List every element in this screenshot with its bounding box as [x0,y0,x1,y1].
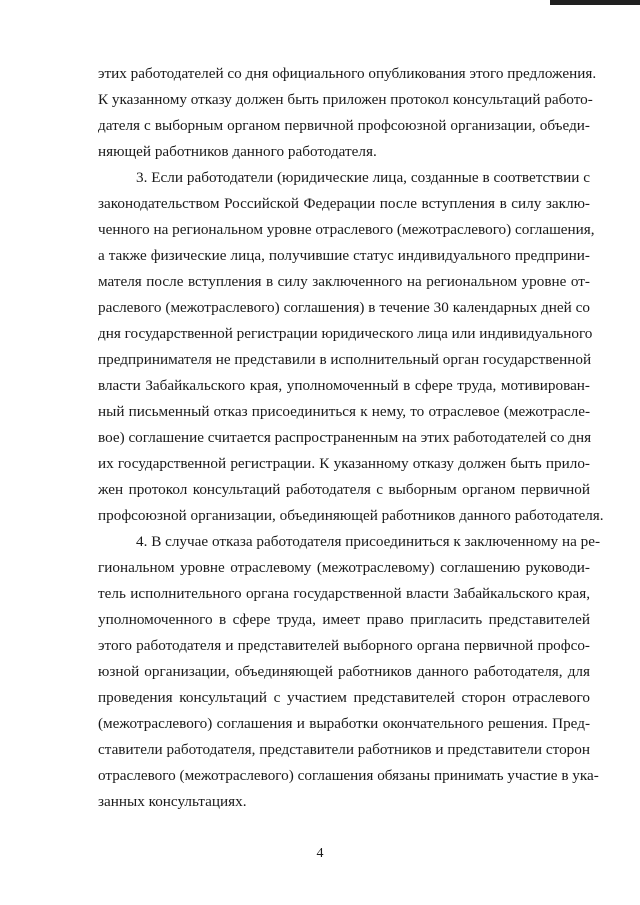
text-line: этих работодателей со дня официального опубликования этого предложения. [98,65,597,82]
text-line: проведения консультаций с участием представителей сторон отраслевого [98,689,590,706]
text-line: уполномоченного в сфере труда, имеет право пригласить представителей [98,611,590,628]
text-line: ченного на региональном уровне отраслевого (межотраслевого) соглашения, [98,221,595,238]
scan-edge-mark [550,0,640,5]
text-line: их государственной регистрации. К указанному отказу должен быть прило- [98,455,590,472]
text-line: тель исполнительного органа государственной власти Забайкальского края, [98,585,590,602]
text-line: мателя после вступления в силу заключенного на региональном уровне от- [98,273,590,290]
text-line: няющей работников данного работодателя. [98,143,377,160]
text-line: ставители работодателя, представители работников и представители сторон [98,741,590,758]
page-number: 4 [316,846,324,861]
paragraph-4-first-line: 4. В случае отказа работодателя присоединиться к заключенному на ре- [136,533,601,550]
text-line: этого работодателя и представителей выборного органа первичной профсо- [98,637,590,654]
text-line: дателя с выборным органом первичной профсоюзной организации, объеди- [98,117,590,134]
text-line: гиональном уровне отраслевому (межотраслевому) соглашению руководи- [98,559,590,576]
text-line: власти Забайкальского края, уполномоченный в сфере труда, мотивирован- [98,377,590,394]
text-line: раслевого (межотраслевого) соглашения) в течение 30 календарных дней со [98,299,590,316]
text-line: жен протокол консультаций работодателя с выборным органом первичной [98,481,590,498]
paragraph-3-first-line: 3. Если работодатели (юридические лица, созданные в соответствии с [136,169,590,186]
text-line: занных консультациях. [98,793,247,810]
text-line: отраслевого (межотраслевого) соглашения обязаны принимать участие в ука- [98,767,599,784]
text-line: дня государственной регистрации юридического лица или индивидуального [98,325,593,342]
text-line: вое) соглашение считается распространенным на этих работодателей со дня [98,429,592,446]
text-line: а также физические лица, получившие статус индивидуального предприни- [98,247,590,264]
text-line: законодательством Российской Федерации после вступления в силу заклю- [98,195,590,212]
text-line: ный письменный отказ присоединиться к нему, то отраслевое (межотрасле- [98,403,590,420]
text-line: К указанному отказу должен быть приложен протокол консультаций работо- [98,91,593,108]
text-line: (межотраслевого) соглашения и выработки окончательного решения. Пред- [98,715,590,732]
text-line: предпринимателя не представили в исполнительный орган государственной [98,351,592,368]
text-line: профсоюзной организации, объединяющей работников данного работодателя. [98,507,604,524]
text-line: юзной организации, объединяющей работников данного работодателя, для [98,663,590,680]
